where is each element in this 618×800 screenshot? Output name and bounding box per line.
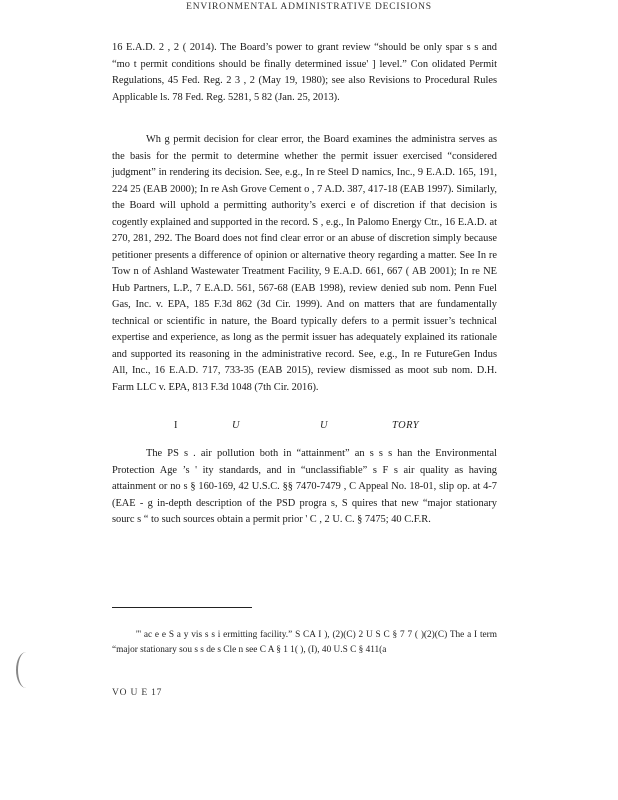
- volume-folio: VO U E 17: [112, 688, 163, 698]
- heading-part-1: I: [174, 420, 178, 431]
- heading-part-2: U: [232, 420, 241, 431]
- footnote: [112, 628, 497, 657]
- paragraph-3-text: The PS s . air pollution both in “attainment” an s s s han the Environmental Protection Age ’s ' ity standards, and in “unclassifiable” s F s air quality as having attainment or no s § 160-169, 42 U.S.C. §§ 7470-7479 , C Appeal No. 18-01, slip op. at 4-7 (EAE - g in-depth description of the PSD progra s, S quires that new “major stationary sourc s “ to such sources obtain a permit prior ' C , 2 U. C. § 7475; 40 C.F.R.: [112, 448, 497, 525]
- paragraph-2: [112, 132, 497, 396]
- paragraph-1: [112, 40, 497, 106]
- running-head: ENVIRONMENTAL ADMINISTRATIVE DECISIONS: [186, 2, 432, 12]
- heading-part-3: U: [320, 420, 329, 431]
- heading-part-4: TORY: [392, 420, 420, 431]
- footnote-divider: [112, 607, 252, 608]
- paragraph-1-text: 16 E.A.D. 2 , 2 ( 2014). The Board’s power to grant review “should be only spar s s and “mo t permit conditions should be finally determined issue' ] level.” Con olidated Permit Regulations, 45 Fed. Reg. 2 3 , 2 (May 19, 1980); see also Revisions to Procedural Rules Applicable ls. 78 Fed. Reg. 5281, 5 82 (Jan. 25, 2013).: [112, 42, 497, 103]
- paragraph-3: [112, 446, 497, 529]
- footnote-text: ''' ac e e S a y vis s s i ermitting facility.” S CA I ), (2)(C) 2 U S C § 7 7 ( )(2)(C) The a I term “major stationary sou s s de s Cle n see C A § 1 1( ), (I), 40 U.S C § 411(a: [112, 630, 497, 655]
- paragraph-2-text: Wh g permit decision for clear error, the Board examines the administra serves as the basis for the permit to determine whether the permit issuer exercised “considered judgment” in rendering its decision. See, e.g., In re Steel D namics, Inc., 9 E.A.D. 165, 191, 224 25 (EAB 2000); In re Ash Grove Cement o , 7 A.D. 387, 417-18 (EAB 1997). Similarly, the Board will uphold a permitting authority’s exerci e of discretion if that decision is cogently explained and supported in the record. S , e.g., In Palomo Energy Ctr., 16 E.A.D. at 270, 281, 292. The Board does not find clear error or an abuse of discretion simply because petitioner presents a difference of opinion or alternative theory regarding a matter. See In re Tow n of Ashland Wastewater Treatment Facility, 9 E.A.D. 661, 667 ( AB 2001); In re NE Hub Partners, L.P., 7 E.A.D. 561, 567-68 (EAB 1998), review denied sub nom. Penn Fuel Gas, Inc. v. EPA, 185 F.3d 862 (3d Cir. 1999). And on matters that are fundamentally technical or scientific in nature, the Board typically defers to a permit issuer’s technical expertise and experience, as long as the permit issuer has adequately explained its rationale and supported its reasoning in the administrative record. See, e.g., In re FutureGen Indus All, Inc., 16 E.A.D. 717, 733-35 (EAB 2015), review dismissed as moot sub nom. D.H. Farm LLC v. EPA, 813 F.3d 1048 (7th Cir. 2016).: [112, 134, 497, 393]
- scan-artifact: [16, 652, 36, 688]
